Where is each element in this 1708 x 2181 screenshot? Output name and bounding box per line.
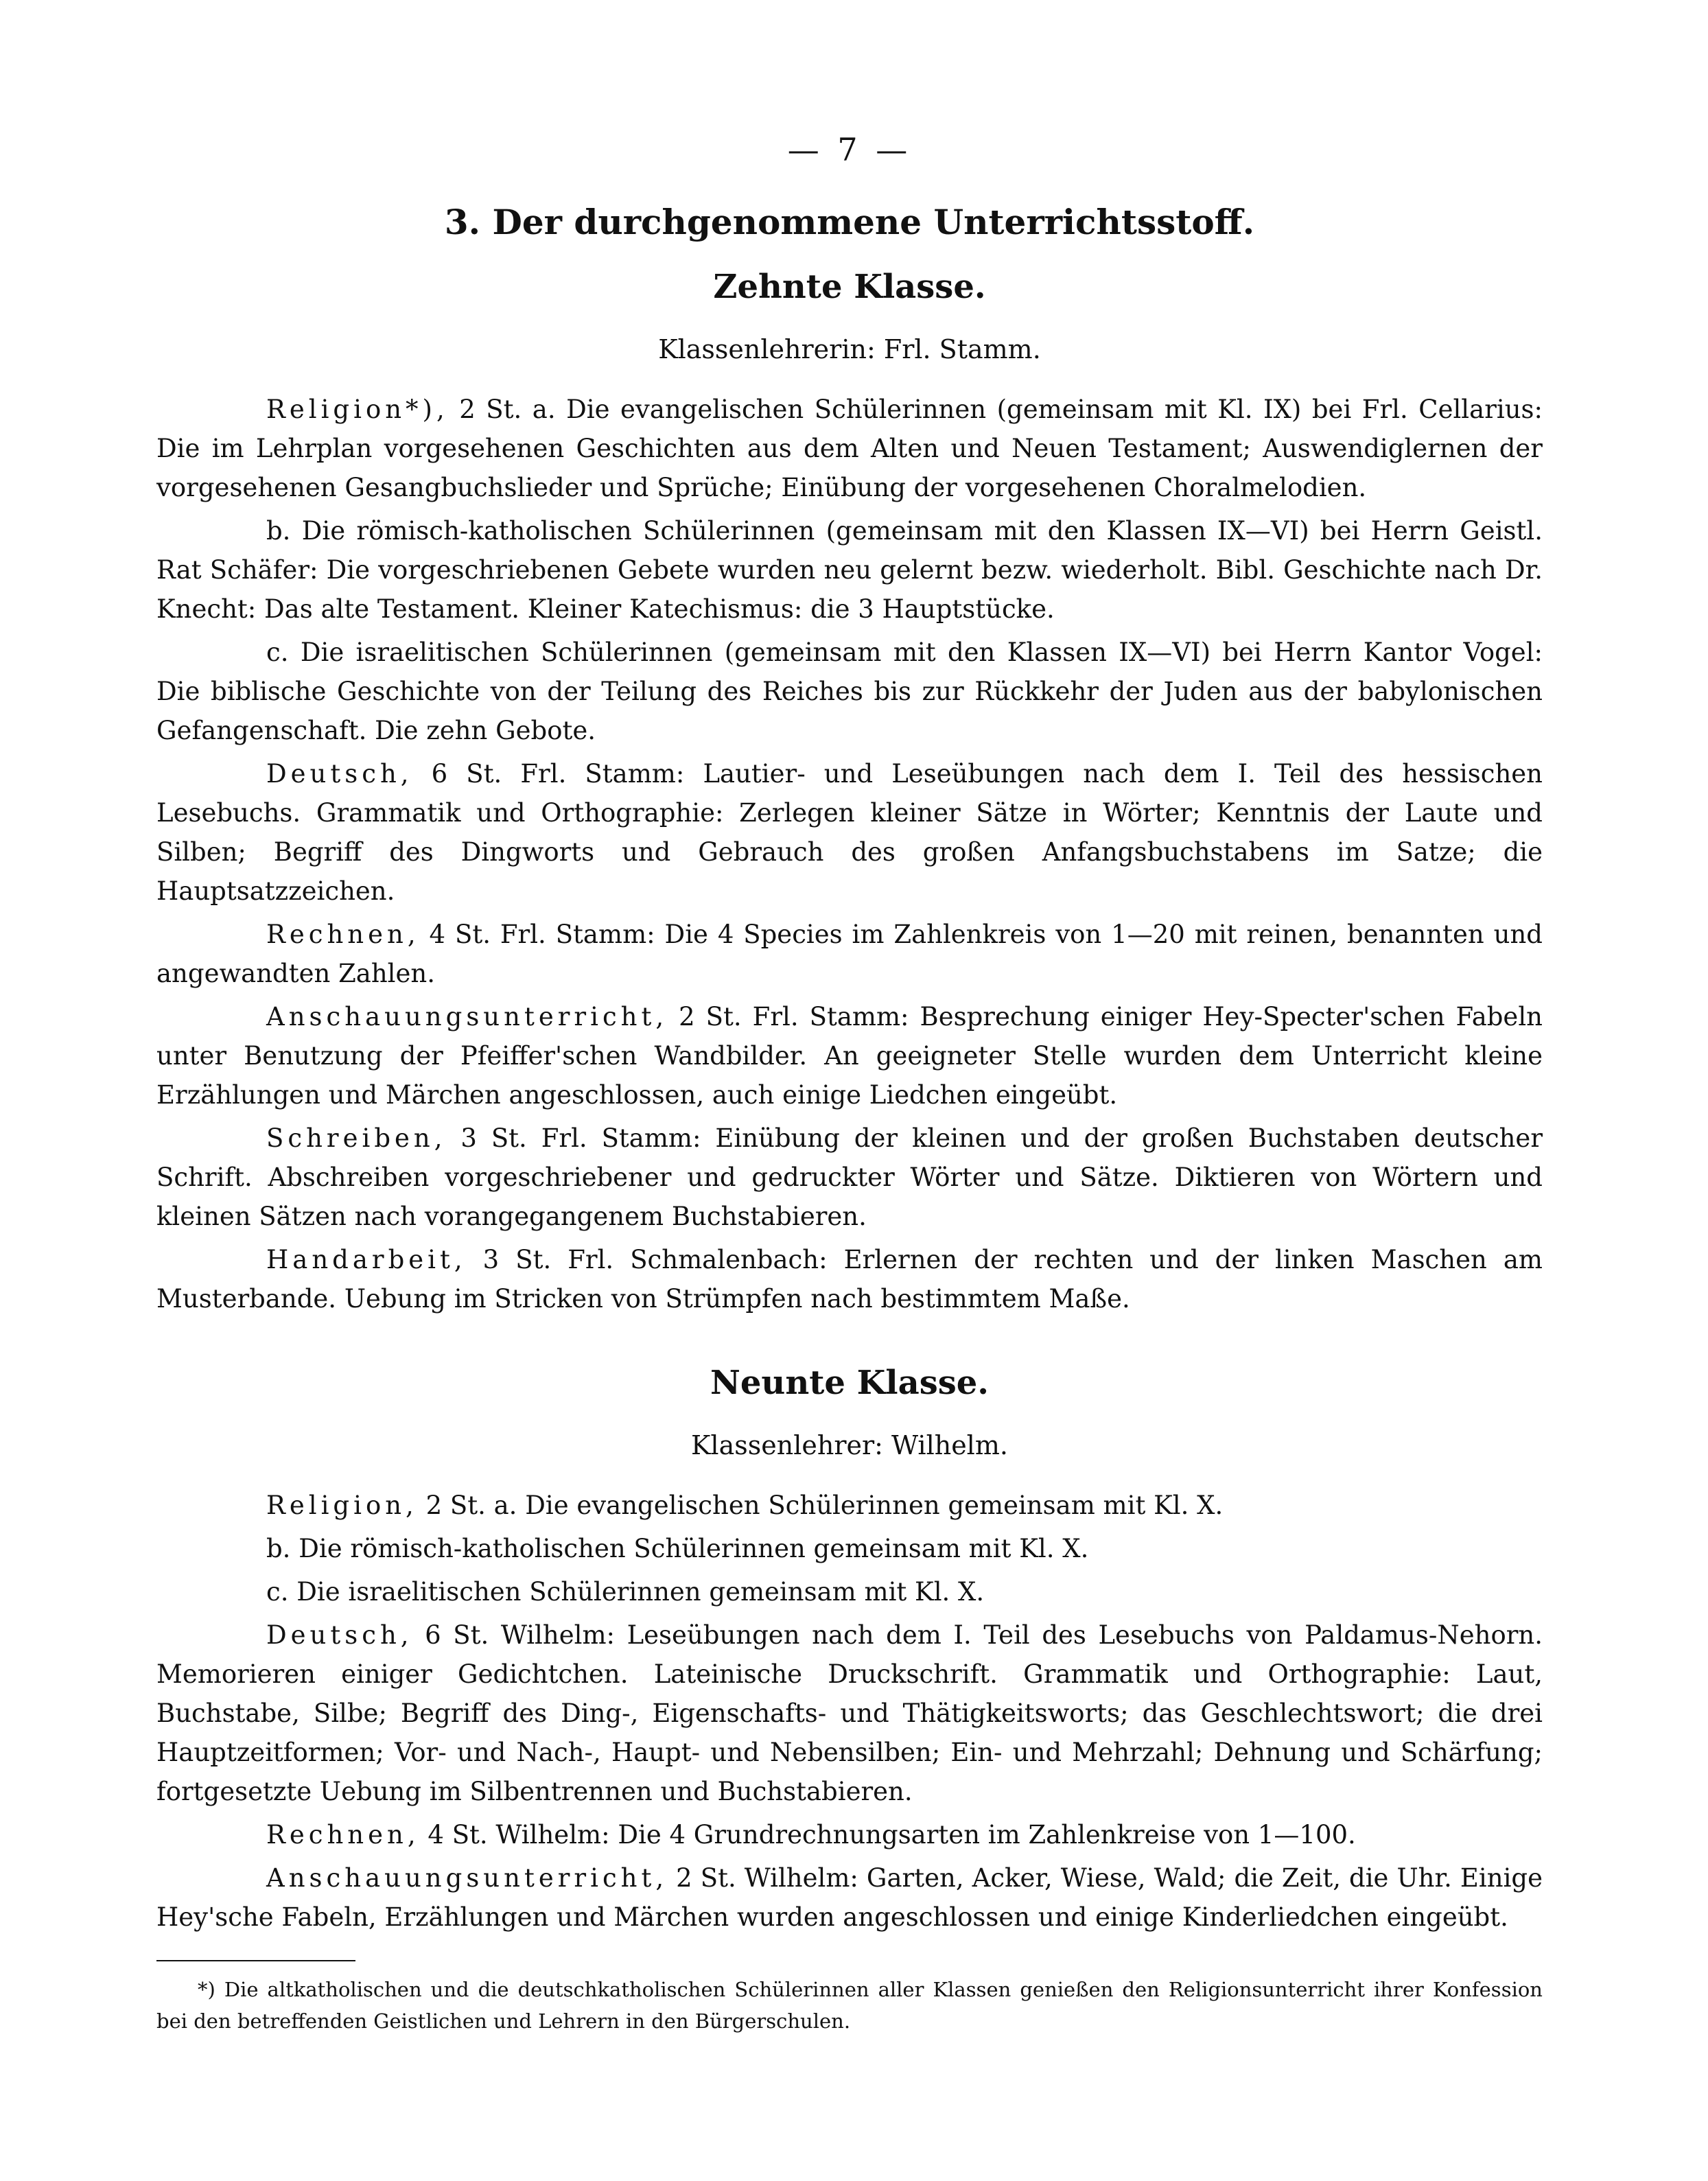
paragraph-religion-b [156, 511, 1543, 629]
paragraph-text: 4 St. Wilhelm: Die 4 Grundrechnungsarten im Zahlenkreise von 1—100. [419, 1820, 1356, 1850]
paragraph-religion [156, 1486, 1543, 1525]
paragraph-text: b. Die römisch-katholischen Schülerinnen (gemeinsam mit den Klassen IX—VI) bei Herrn Geistl. Rat Schäfer: Die vorgeschriebenen Gebete wurden neu gelernt bezw. wiederholt. Bibl. Geschichte nach Dr. Knecht: Das alte Testament. Kleiner Katechismus: die 3 Hauptstücke. [156, 516, 1543, 624]
subject-label: Anschauungsunterricht, [266, 1002, 668, 1031]
subject-label: Handarbeit, [266, 1245, 467, 1274]
paragraph-text: b. Die römisch-katholischen Schülerinnen gemeinsam mit Kl. X. [266, 1534, 1089, 1563]
class-section-zehnte [156, 268, 1543, 1318]
section-heading: 3. Der durchgenommene Unterrichtsstoff. [444, 202, 1255, 242]
paragraph-text: 2 St. Frl. Stamm: Besprechung einiger Hey-Specter'schen Fabeln unter Benutzung der Pfeiffer'schen Wandbilder. An geeigneter Stelle wurden dem Unterricht kleine Erzählungen und Märchen angeschlossen, auch einige Liedchen eingeübt. [156, 1002, 1543, 1110]
paragraph-text: 4 St. Frl. Stamm: Die 4 Species im Zahlenkreis von 1—20 mit reinen, benannten und angewandten Zahlen. [156, 920, 1543, 988]
paragraph-religion-c [156, 633, 1543, 750]
class-teacher: Klassenlehrer: Wilhelm. [691, 1430, 1008, 1460]
document-page [156, 130, 1543, 2037]
subject-label: Deutsch, [266, 1620, 413, 1650]
paragraph-deutsch [156, 754, 1543, 911]
paragraph-text: c. Die israelitischen Schülerinnen gemeinsam mit Kl. X. [266, 1577, 985, 1607]
subject-label: Schreiben, [266, 1123, 447, 1153]
class-title: Zehnte Klasse. [713, 268, 986, 306]
paragraph-text: 2 St. Wilhelm: Garten, Acker, Wiese, Wald; die Zeit, die Uhr. Einige Hey'sche Fabeln, Erzählungen und Märchen wurden angeschlossen und einige Kinderliedchen eingeübt. [156, 1863, 1543, 1932]
paragraph-rechnen [156, 1815, 1543, 1854]
class-teacher: Klassenlehrerin: Frl. Stamm. [658, 334, 1041, 364]
paragraph-handarbeit [156, 1240, 1543, 1318]
subject-label: Deutsch, [266, 759, 413, 789]
paragraph-anschauung [156, 1858, 1543, 1937]
footnote: *) Die altkatholischen und die deutschkatholischen Schülerinnen aller Klassen genießen den Religionsunterricht ihrer Konfession bei den betreffenden Geistlichen und Lehrern in den Bürgerschulen. [156, 1978, 1543, 2033]
paragraph-text: 6 St. Wilhelm: Leseübungen nach dem I. Teil des Lesebuchs von Paldamus-Nehorn. Memorieren einiger Gedichtchen. Lateinische Druckschrift. Grammatik und Orthographie: Laut, Buchstabe, Silbe; Begriff des Ding-, Eigenschafts- und Thätigkeitsworts; das Geschlechtswort; die drei Hauptzeitformen; Vor- und Nach-, Haupt- und Nebensilben; Ein- und Mehrzahl; Dehnung und Schärfung; fortgesetzte Uebung im Silbentrennen und Buchstabieren. [156, 1620, 1543, 1806]
subject-label: Religion*), [266, 395, 449, 424]
paragraph-text: c. Die israelitischen Schülerinnen (gemeinsam mit den Klassen IX—VI) bei Herrn Kantor Vogel: Die biblische Geschichte von der Teilung des Reiches bis zur Rückkehr der Juden aus der babylonischen Gefangenschaft. Die zehn Gebote. [156, 638, 1543, 745]
footnote-divider [156, 1960, 355, 1961]
paragraph-religion-c [156, 1572, 1543, 1611]
paragraph-text: 2 St. a. Die evangelischen Schülerinnen (gemeinsam mit Kl. IX) bei Frl. Cellarius: Die im Lehrplan vorgesehenen Geschichten aus dem Alten und Neuen Testament; Auswendiglernen der vorgesehenen Gesangbuchslieder und Sprüche; Einübung der vorgesehenen Choralmelodien. [156, 395, 1543, 502]
paragraph-schreiben [156, 1119, 1543, 1236]
subject-label: Anschauungsunterricht, [266, 1863, 668, 1893]
paragraph-text: 3 St. Frl. Schmalenbach: Erlernen der rechten und der linken Maschen am Musterbande. Uebung im Stricken von Strümpfen nach bestimmtem Maße. [156, 1245, 1543, 1314]
paragraph-text: 3 St. Frl. Stamm: Einübung der kleinen und der großen Buchstaben deutscher Schrift. Abschreiben vorgeschriebener und gedruckter Wörter und Sätze. Diktieren von Wörtern und kleinen Sätzen nach vorangegangenem Buchstabieren. [156, 1123, 1543, 1231]
subject-label: Religion, [266, 1491, 418, 1520]
section-gap [156, 1322, 1543, 1364]
paragraph-text: 6 St. Frl. Stamm: Lautier- und Leseübungen nach dem I. Teil des hessischen Lesebuchs. Grammatik und Orthographie: Zerlegen kleiner Sätze in Wörter; Kenntnis der Laute und Silben; Begriff des Dingworts und Gebrauch des großen Anfangsbuchstabens im Satze; die Hauptsatzzeichen. [156, 759, 1543, 906]
paragraph-rechnen [156, 915, 1543, 993]
class-title: Neunte Klasse. [710, 1364, 989, 1402]
class-section-neunte [156, 1364, 1543, 1937]
paragraph-text: 2 St. a. Die evangelischen Schülerinnen gemeinsam mit Kl. X. [417, 1491, 1224, 1520]
paragraph-anschauung [156, 997, 1543, 1115]
subject-label: Rechnen, [266, 920, 420, 949]
page-number: — 7 — [787, 131, 912, 168]
subject-label: Rechnen, [266, 1820, 420, 1850]
paragraph-deutsch [156, 1616, 1543, 1811]
paragraph-religion [156, 390, 1543, 507]
paragraph-religion-b [156, 1529, 1543, 1568]
